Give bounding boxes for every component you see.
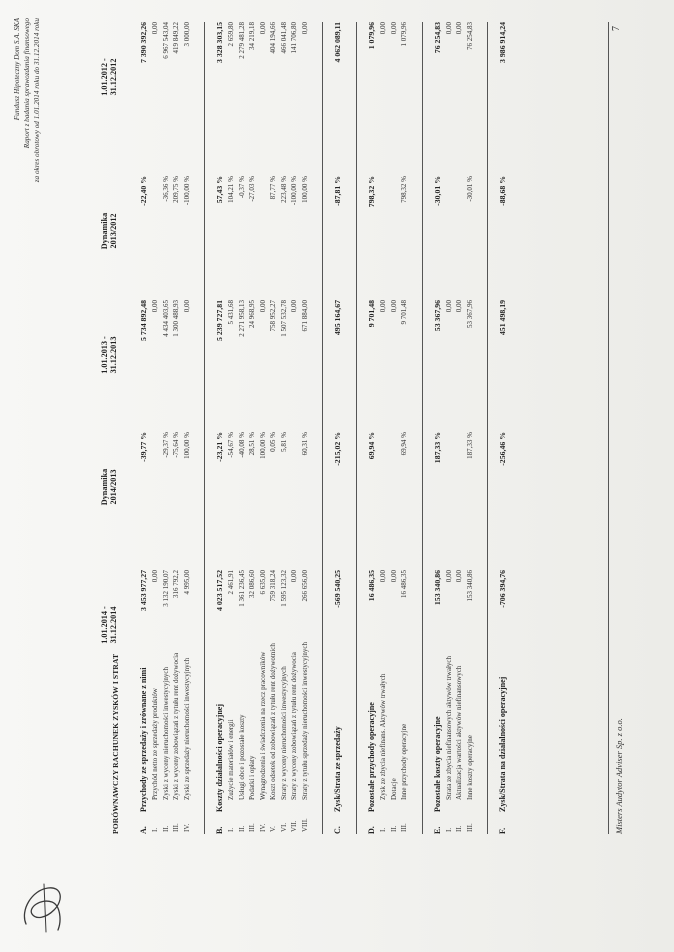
row-value: 419 849,22 <box>172 22 180 54</box>
row-value: 0,00 <box>151 300 159 313</box>
column-header-line1: Dynamika <box>100 212 109 250</box>
row-value: 0,05 % <box>269 432 277 452</box>
row-value: 5 431,68 <box>227 300 235 325</box>
row-value: 28,51 % <box>248 432 256 456</box>
row-value: -0,37 % <box>237 176 246 199</box>
row-label: Inne koszty operacyjne <box>465 735 474 800</box>
row-value: -100,00 % <box>182 176 191 206</box>
row-code: V. <box>269 826 277 832</box>
column-header-line1: Dynamika <box>100 468 109 506</box>
header-report: Raport z badania sprawozdania finansowego <box>23 18 31 149</box>
row-label: Straty z wyceny zobowiązań z tytułu rent dożywocia <box>290 652 298 800</box>
row-label: Aktualizacja wartości aktywów niefinansowych <box>455 665 463 800</box>
row-value: 76 254,83 <box>465 22 474 50</box>
row-value: 4 434 403,65 <box>161 300 170 337</box>
row-value: 2 279 481,28 <box>237 22 246 59</box>
row-value: 0,00 <box>258 22 267 35</box>
row-value: 466 041,48 <box>279 22 288 54</box>
row-value: 9 701,48 <box>400 300 408 325</box>
row-value: 0,00 <box>379 22 387 35</box>
row-value: 1 079,96 <box>367 22 376 50</box>
row-label: Wynagrodzenia i świadczenia na rzecz pracowników <box>258 651 267 800</box>
row-value: 34 219,18 <box>248 22 256 50</box>
row-code: D. <box>367 826 376 834</box>
row-value: 4 995,00 <box>182 570 191 595</box>
row-value: 100,00 % <box>300 176 309 203</box>
row-value: -22,40 % <box>139 176 148 206</box>
section-rule <box>322 22 323 834</box>
row-label: Koszt odsetek od zobowiązań z tytułu rent dożywotnich <box>269 643 277 800</box>
row-value: 0,00 <box>151 570 159 583</box>
row-value: 69,94 % <box>367 432 376 460</box>
row-value: -27,03 % <box>248 176 256 202</box>
row-value: 3 453 977,27 <box>139 570 148 611</box>
row-value: 9 701,48 <box>367 300 376 328</box>
row-value: 316 792,2 <box>172 570 180 598</box>
column-header-line1: 1.01.2014 - <box>100 606 109 644</box>
row-value: 798,32 % <box>400 176 408 203</box>
row-label: Usługi obce i pozostałe koszty <box>237 714 246 800</box>
row-code: VI. <box>279 822 288 832</box>
signature-mark <box>18 880 70 936</box>
row-value: -29,37 % <box>161 432 170 458</box>
row-value: 76 254,83 <box>432 22 442 54</box>
row-value: 53 367,96 <box>432 300 442 332</box>
column-header <box>100 300 118 410</box>
row-value: -88,68 % <box>498 176 507 206</box>
row-code: I. <box>151 827 159 832</box>
row-value: 100,00 % <box>182 432 191 459</box>
row-value: 5 239 727,81 <box>215 300 224 341</box>
row-value: 451 498,19 <box>498 300 507 336</box>
row-code: III. <box>400 823 408 832</box>
column-header-line2: 31.12.2014 <box>109 606 119 644</box>
row-value: 0,00 <box>389 300 398 313</box>
row-value: 6 967 543,04 <box>161 22 170 59</box>
row-value: 2 271 958,13 <box>237 300 246 337</box>
row-value: 404 194,66 <box>269 22 277 54</box>
row-value: 69,94 % <box>400 432 408 456</box>
column-header-line1: 1.01.2013 - <box>100 336 109 374</box>
row-label: Pozostałe przychody operacyjne <box>367 702 376 812</box>
row-code: VIII. <box>300 818 309 832</box>
row-value: 223,48 % <box>279 176 288 203</box>
row-value: 0,00 <box>300 22 309 35</box>
row-value: 4 062 089,11 <box>333 22 342 63</box>
row-code: IV. <box>182 823 191 832</box>
row-value: 3 986 914,24 <box>498 22 507 63</box>
row-value: 187,33 % <box>432 432 442 464</box>
row-value: 0,00 <box>182 300 191 313</box>
row-value: 0,00 <box>455 570 463 583</box>
row-value: -54,67 % <box>227 432 235 458</box>
row-label: Przychody ze sprzedaży i zrównane z nimi <box>139 667 148 812</box>
row-value: 0,00 <box>379 570 387 583</box>
row-code: II. <box>455 825 463 832</box>
row-code: II. <box>161 825 170 832</box>
column-header <box>100 570 118 680</box>
row-value: 87,77 % <box>269 176 277 200</box>
row-code: A. <box>139 826 148 834</box>
row-code: B. <box>215 826 224 834</box>
row-value: -569 540,25 <box>333 570 342 608</box>
footer-rule <box>608 22 609 834</box>
row-code: II. <box>389 825 398 832</box>
row-code: I. <box>379 827 387 832</box>
row-value: 60,31 % <box>300 432 309 456</box>
row-value: 1 300 488,93 <box>172 300 180 337</box>
row-value: 209,75 % <box>172 176 180 203</box>
row-value: 266 656,00 <box>300 570 309 602</box>
row-value: 758 952,27 <box>269 300 277 332</box>
row-label: Podatki i opłaty <box>248 755 256 800</box>
column-header <box>100 176 118 286</box>
column-header-line1: 1.01.2012 - <box>100 58 109 96</box>
row-value: -36,36 % <box>161 176 170 202</box>
row-value: 100,00 % <box>258 432 267 459</box>
row-value: 1 079,96 <box>400 22 408 47</box>
row-code: VII. <box>290 820 298 832</box>
section-rule <box>356 22 357 834</box>
row-value: 16 486,35 <box>367 570 376 602</box>
page-number: 7 <box>611 26 622 31</box>
row-value: 495 164,67 <box>333 300 342 336</box>
row-code: III. <box>248 823 256 832</box>
row-value: -30,01 % <box>432 176 442 206</box>
row-label: Strata ze zbycia niefinansowych aktywów trwałych <box>444 655 453 800</box>
row-value: 104,21 % <box>227 176 235 203</box>
statement-title: PORÓWNAWCZY RACHUNEK ZYSKÓW I STRAT <box>111 653 120 834</box>
row-value: 0,00 <box>444 300 453 313</box>
column-header-line2: 2014/2013 <box>109 469 119 505</box>
row-value: 24 968,95 <box>248 300 256 328</box>
row-label: Zysk/Strata na działalności operacyjnej <box>498 676 507 812</box>
row-value: 153 340,86 <box>432 570 442 606</box>
row-value: 0,00 <box>151 22 159 35</box>
row-value: 0,00 <box>444 22 453 35</box>
column-header-line2: 31.12.2013 <box>109 336 119 374</box>
row-label: Dotacje <box>389 778 398 800</box>
row-value: 0,00 <box>290 570 298 583</box>
row-value: 0,00 <box>444 570 453 583</box>
row-value: -87,81 % <box>333 176 342 206</box>
row-value: 1 595 123,32 <box>279 570 288 607</box>
row-code: E. <box>432 826 442 834</box>
row-value: 0,00 <box>389 570 398 583</box>
row-value: -256,46 % <box>498 432 507 466</box>
row-value: 2 659,80 <box>227 22 235 47</box>
row-value: 0,00 <box>455 22 463 35</box>
row-code: III. <box>172 823 180 832</box>
row-value: 153 340,86 <box>465 570 474 602</box>
row-value: -215,02 % <box>333 432 342 466</box>
row-label: Przychód netto ze sprzedaży produktów <box>151 688 159 800</box>
row-value: 7 390 392,26 <box>139 22 148 63</box>
column-header <box>100 432 118 542</box>
row-value: -39,77 % <box>139 432 148 462</box>
section-rule <box>487 22 488 834</box>
row-value: 5 734 892,48 <box>139 300 148 341</box>
header-company: Fundusz Hipoteczny Dom S.A. SKA <box>13 18 21 121</box>
row-value: 57,43 % <box>215 176 224 204</box>
row-label: Straty z wyceny nieruchomości inwestycyjnych <box>279 666 288 800</box>
row-value: 53 367,96 <box>465 300 474 328</box>
column-header <box>100 22 118 132</box>
column-header-line2: 2013/2012 <box>109 213 119 249</box>
row-value: 0,00 <box>379 300 387 313</box>
row-value: 0,00 <box>258 300 267 313</box>
auditor-name: Misters Audytor Adviser Sp. z o.o. <box>614 718 624 834</box>
row-value: 16 486,35 <box>400 570 408 598</box>
row-value: 4 023 517,52 <box>215 570 224 611</box>
row-value: 0,00 <box>290 300 298 313</box>
row-value: 32 086,60 <box>248 570 256 598</box>
column-header-line2: 31.12.2012 <box>109 58 119 96</box>
row-label: Zyski z wyceny zobowiązań z tytułu rent dożywocia <box>172 652 180 800</box>
row-value: 798,32 % <box>367 176 376 208</box>
row-value: 5,81 % <box>279 432 288 452</box>
row-label: Zyski ze sprzedaży nieruchomości inwestycyjnych <box>182 657 191 800</box>
row-value: -30,01 % <box>465 176 474 202</box>
row-value: 759 318,24 <box>269 570 277 602</box>
row-value: -706 394,76 <box>498 570 507 608</box>
row-value: 2 461,91 <box>227 570 235 595</box>
row-value: 671 884,00 <box>300 300 309 332</box>
row-label: Pozostałe koszty operacyjne <box>432 716 442 812</box>
row-code: IV. <box>258 823 267 832</box>
row-label: Zysk ze zbycia niefinans. Aktywów trwałych <box>379 673 387 800</box>
row-code: C. <box>333 826 342 834</box>
section-rule <box>422 22 423 834</box>
row-value: 3 000,00 <box>182 22 191 47</box>
row-code: F. <box>498 827 507 834</box>
row-value: 0,00 <box>389 22 398 35</box>
row-code: III. <box>465 823 474 832</box>
row-label: Zużycie materiałów i energii <box>227 719 235 800</box>
row-value: 6 635,00 <box>258 570 267 595</box>
row-value: -23,21 % <box>215 432 224 462</box>
row-value: 141 706,80 <box>290 22 298 54</box>
row-value: -75,64 % <box>172 432 180 458</box>
row-value: -100,00 % <box>290 176 298 206</box>
row-label: Koszty działalności operacyjnej <box>215 704 224 812</box>
row-value: 3 328 303,15 <box>215 22 224 63</box>
row-value: -40,08 % <box>237 432 246 458</box>
row-code: I. <box>227 827 235 832</box>
row-code: I. <box>444 827 453 832</box>
row-label: Zysk/Strata ze sprzedaży <box>333 726 342 812</box>
row-label: Inne przychody operacyjne <box>400 723 408 800</box>
section-rule <box>204 22 205 834</box>
row-label: Straty z tytułu sprzedaży nieruchomości inwestycyjnych <box>300 641 309 800</box>
row-code: II. <box>237 825 246 832</box>
row-value: 3 132 190,07 <box>161 570 170 607</box>
row-value: 0,00 <box>455 300 463 313</box>
row-label: Zyski z wyceny nieruchomości inwestycyjnych <box>161 667 170 800</box>
row-value: 1 507 532,78 <box>279 300 288 337</box>
row-value: 1 361 236,45 <box>237 570 246 607</box>
row-value: 187,33 % <box>465 432 474 459</box>
header-period: za okres obrotowy od 1.01.2014 roku do 31.12.2014 roku <box>33 18 41 183</box>
